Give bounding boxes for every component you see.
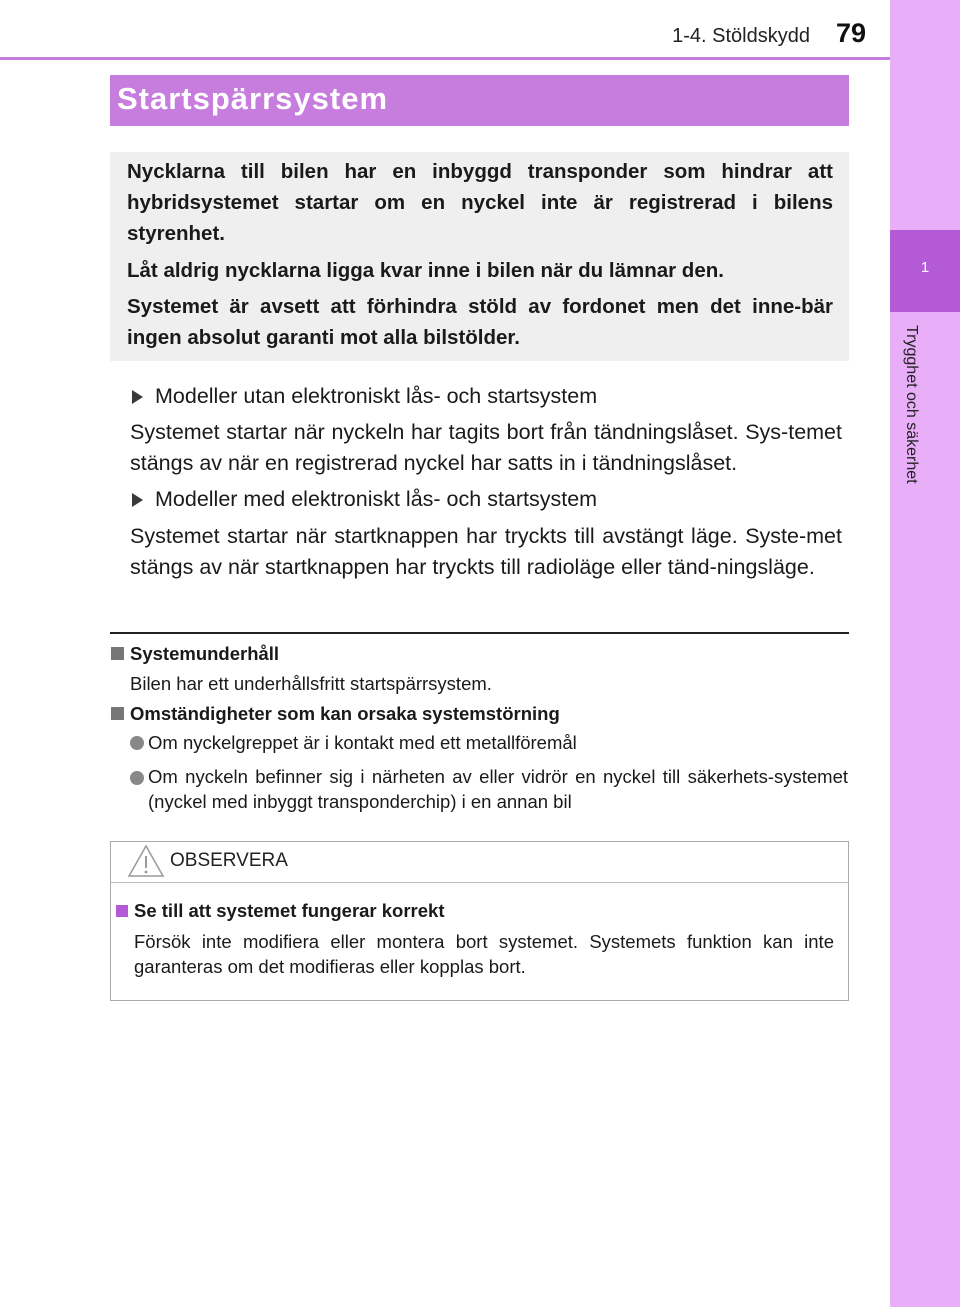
- note-heading: Systemunderhåll: [130, 643, 280, 664]
- bullet-triangle-icon: [132, 493, 143, 507]
- note-list-item: Om nyckelgreppet är i kontakt med ett metallföremål: [148, 732, 577, 753]
- page-title: Startspärrsystem: [117, 81, 389, 116]
- round-bullet-icon: [130, 771, 144, 785]
- square-bullet-icon: [111, 647, 124, 660]
- square-bullet-icon: [116, 905, 128, 917]
- bullet-triangle-icon: [132, 390, 143, 404]
- square-bullet-icon: [111, 707, 124, 720]
- note-list-item: Om nyckeln befinner sig i närheten av eller vidrör en nyckel till säkerhets-systemet (nyckel med inbyggt transponderchip) i en annan bil: [148, 766, 848, 812]
- model-heading: Modeller utan elektroniskt lås- och startsystem: [155, 384, 598, 408]
- note-heading: Omständigheter som kan orsaka systemstörning: [130, 703, 560, 724]
- warning-triangle-icon: [127, 844, 165, 878]
- chapter-tab: 1: [890, 230, 960, 312]
- page-number: 79: [835, 18, 867, 48]
- warning-label: OBSERVERA: [170, 850, 288, 871]
- section-title: 1-4. Stöldskydd: [672, 25, 810, 47]
- note-text: Bilen har ett underhållsfritt startspärrsystem.: [130, 673, 492, 694]
- chapter-sidebar: [890, 0, 960, 1307]
- round-bullet-icon: [130, 736, 144, 750]
- warning-text: Försök inte modifiera eller montera bort systemet. Systemets funktion kan inte garanteras om det modifieras eller kopplas bort.: [134, 931, 834, 977]
- intro-paragraph: Låt aldrig nycklarna ligga kvar inne i bilen när du lämnar den.: [127, 259, 724, 282]
- warning-separator: [110, 882, 849, 883]
- model-text: Systemet startar när startknappen har tryckts till avstängt läge. Syste-met stängs av när startknappen har tryckts till radioläge eller tänd-ningsläge.: [130, 524, 842, 579]
- header-rule: [0, 57, 890, 60]
- warning-heading: Se till att systemet fungerar korrekt: [134, 900, 445, 921]
- intro-paragraph: Systemet är avsett att förhindra stöld av fordonet men det inne-bär ingen absolut garanti mot alla bilstölder.: [127, 295, 833, 349]
- intro-paragraph: Nycklarna till bilen har en inbyggd transponder som hindrar att hybridsystemet startar om en nyckel inte är registrerad i bilens styrenhet.: [127, 160, 833, 245]
- model-text: Systemet startar när nyckeln har tagits bort från tändningslåset. Sys-temet stängs av när en registrerad nyckel har satts in i tändningslåset.: [130, 420, 842, 475]
- chapter-label: Trygghet och säkerhet: [903, 325, 920, 484]
- model-heading: Modeller med elektroniskt lås- och startsystem: [155, 487, 598, 511]
- section-divider: [110, 632, 849, 634]
